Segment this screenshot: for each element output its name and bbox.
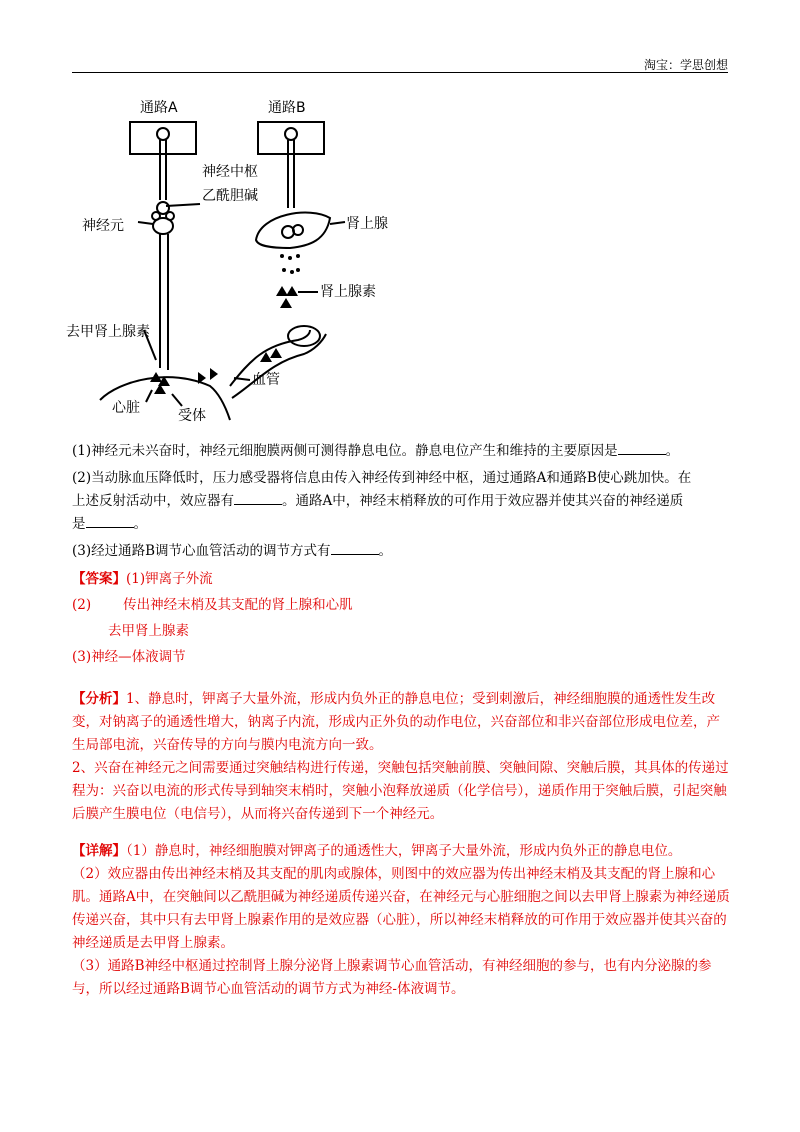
blank-2[interactable] [234,490,282,505]
detail-para-2: （2）效应器由传出神经末梢及其支配的肌肉或腺体，则图中的效应器为传出神经末梢及其支配的肾上腺和心肌。通路A中，在突触间以乙酰胆碱为神经递质传递兴奋，在神经元与心脏细胞之间以去甲肾上腺素为神经递质传递兴奋，其中只有去甲肾上腺素作用的是效应器（心脏），所以神经末梢释放的可作用于效应器并使其兴奋的神经递质是去甲肾上腺素。 [72,866,730,951]
question-2: (2)当动脉血压降低时，压力感受器将信息由传入神经传到神经中枢，通过通路A和通路B使心跳加快。在 上述反射活动中，效应器有 。通路A中，神经末梢释放的可作用于效应器并使其兴奋的神经递质 是 。 [72,470,692,532]
analysis-block [72,688,732,826]
answer-2-part1: 传出神经末梢及其支配的肾上腺和心肌 [123,597,353,613]
question-1: (1)神经元未兴奋时，神经元细胞膜两侧可测得静息电位。静息电位产生和维持的主要原因是 。 [72,440,732,463]
diagram-svg [60,90,420,430]
analysis-para-2: 2、兴奋在神经元之间需要通过突触结构进行传递，突触包括突触前膜、突触间隙、突触后膜，其具体的传递过程为：兴奋以电流的形式传导到轴突末梢时，突触小泡释放递质（化学信号），递质作用于突触后膜，引起突触后膜产生膜电位（电信号），从而将兴奋传递到下一个神经元。 [72,760,729,822]
neural-pathway-diagram [60,90,420,430]
detail-label: 【详解】 [72,843,126,859]
detail-block [72,840,732,1001]
answer-2-part2: 去甲肾上腺素 [108,623,189,639]
vessel-end [288,326,320,346]
question-3: (3)经过通路B调节心血管活动的调节方式有 。 [72,540,732,563]
label-pathway-a: 通路A [140,100,178,116]
detail-para-3: （3）通路B神经中枢通过控制肾上腺分泌肾上腺素调节心血管活动，有神经细胞的参与，也有内分泌腺的参与，所以经过通路B调节心血管活动的调节方式为神经-体液调节。 [72,958,712,997]
analysis-para-1: 1、静息时，钾离子大量外流，形成内负外正的静息电位；受到刺激后，神经细胞膜的通透性发生改变，对钠离子的通透性增大，钠离子内流，形成内正外负的动作电位，兴奋部位和非兴奋部位形成电位差，产生局部电流，兴奋传导的方向与膜内电流方向一致。 [72,691,720,753]
blank-1[interactable] [618,440,666,455]
axon-a-upper [160,140,166,200]
axon-a-lower [160,234,168,370]
label-pathway-b: 通路B [268,100,306,116]
answer-1: (1)钾离子外流 [126,571,213,587]
pathway-a-box [130,122,196,154]
label-adrenaline: 肾上腺素 [320,284,376,300]
pathway-a-neuron-body [157,128,169,140]
blank-4[interactable] [331,540,379,555]
label-receptor: 受体 [178,408,206,424]
neuron-a-body [153,218,173,234]
axon-b [288,140,294,208]
label-vessel: 血管 [252,372,280,388]
header-text: 淘宝：学思创想 [643,58,728,72]
pathway-b-box [258,122,324,154]
detail-para-1: （1）静息时，神经细胞膜对钾离子的通透性大，钾离子大量外流，形成内负外正的静息电位。 [126,843,682,859]
label-neuron: 神经元 [82,218,124,234]
answer-3: (3)神经—体液调节 [72,649,186,665]
label-noradrenaline: 去甲肾上腺素 [66,324,150,340]
analysis-label: 【分析】 [72,691,126,707]
label-acetylcholine: 乙酰胆碱 [202,188,258,204]
label-adrenal: 肾上腺 [346,216,388,232]
answer-2-num: (2) [72,597,92,613]
pathway-b-neuron-body [285,128,297,140]
answer-label: 【答案】 [72,571,126,587]
answer-block [72,566,732,670]
label-heart: 心脏 [112,400,140,416]
label-nerve-center: 神经中枢 [202,164,258,180]
page-header [72,52,728,73]
blank-3[interactable] [86,513,134,528]
